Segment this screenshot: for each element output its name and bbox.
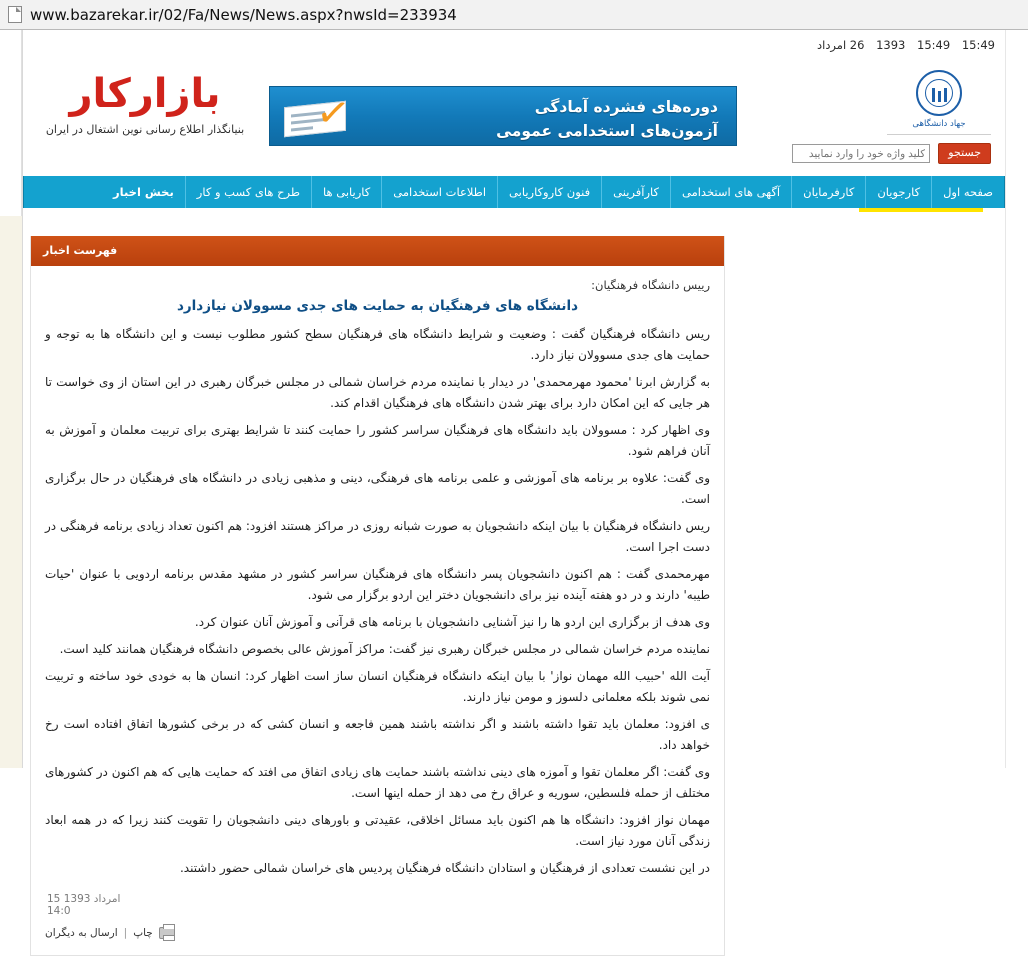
article-meta [45,893,710,917]
nav-item-6[interactable]: اطلاعات استخدامی [381,176,497,208]
article-paragraph: ی افزود: معلمان باید تقوا داشته باشند و اگر نداشته باشند همین فاجعه و انسان کشی که در برخی کشورها اتفاق افتاده است رخ خواهد داد. [45,717,710,752]
news-panel [30,236,725,956]
main-nav [23,176,1005,208]
article-paragraph: وی هدف از برگزاری این اردو ها را نیز آشنایی دانشجویان با برنامه های قرآنی و آموزش آنان عنوان کرد. [194,615,710,629]
nav-item-1[interactable]: کارجویان [865,176,931,208]
url-text[interactable]: www.bazarekar.ir/02/Fa/News/News.aspx?nwsId=233934 [30,5,457,24]
article-paragraph: وی اظهار کرد : مسوولان باید دانشگاه های فرهنگیان سراسر کشور را حمایت کنند تا شرایط بهتری برای تربیت معلمان و آموزش به آنان فراهم شود. [45,423,710,458]
printer-icon[interactable] [159,927,175,939]
main-nav-wrap [23,176,1005,216]
clock-time-2: 15:49 [917,38,951,52]
banner-line-2: آزمون‌های استخدامی عمومی [496,122,718,141]
left-sidebar-strip [0,216,22,768]
clock-time-1: 15:49 [961,38,995,52]
article-paragraph: مهرمحمدی گفت : هم اکنون دانشجویان پسر دانشگاه های فرهنگیان سراسر کشور در مشهد مقدس برنامه اردویی با عنوان 'حیات طیبه' دارند و در دو هفته آینده نیز برای دانشجویان دختر این اردو برگزار می شود. [45,567,710,602]
article-paragraph: آیت الله 'حبیب الله مهمان نواز' با بیان اینکه دانشگاه فرهنگیان انسان ساز است اظهار کرد: انسان ها به خودی خود ساخته و تربیت نمی شوند بلکه معلمانی دلسوز و مومن نیاز دارند. [45,669,710,704]
banner-artwork [284,88,358,139]
search-input[interactable] [792,144,930,163]
search-button[interactable]: جستجو [938,143,991,164]
action-separator: | [123,927,128,939]
article-paragraph: مهمان نواز افزود: دانشگاه ها هم اکنون باید مسائل اخلاقی، عقیدتی و باورهای دینی دانشجویان را تقویت کنند زیرا که در همه ابعاد زندگی آنان مورد نیاز است. [45,813,710,848]
left-gutter [0,30,22,768]
org-logo[interactable] [893,70,985,129]
print-link[interactable]: چاپ [133,927,153,939]
article-paragraph: وی گفت: اگر معلمان تقوا و آموزه های دینی نداشته باشند حمایت های زیادی اتفاق می افتد که حمایت هایی که هم اکنون در کشورهای مختلف از حمله فلسطین، سوریه و عراق رخ می دهد از حمله اینها است. [45,765,710,800]
banner-line-1: دوره‌های فشرده آمادگی [534,98,718,116]
promo-banner[interactable] [269,86,737,146]
clock-year: 1393 [876,38,906,52]
org-logo-icon [916,70,962,116]
brand-name: بازارکار [69,71,221,117]
article-paragraph: نماینده مردم خراسان شمالی در مجلس خبرگان رهبری نیز گفت: مراکز آموزش عالی بخصوص دانشگاه فرهنگیان همانند کلید است. [59,642,710,656]
site-page [22,30,1006,939]
article-actions [45,921,710,949]
article-paragraph: ریس دانشگاه فرهنگیان با بیان اینکه دانشجویان به صورت شبانه روزی در مراکز هستند افزود: هم اکنون تعداد زیادی برنامه فرهنگی در دست اجرا است. [45,519,710,554]
nav-active-underline [859,208,983,212]
org-logo-label: جهاد دانشگاهی [912,119,966,129]
nav-item-5[interactable]: فنون کاروکاریابی [497,176,601,208]
news-article [31,266,724,955]
search-row [792,143,991,164]
header-clock [813,38,999,52]
article-paragraph: در این نشست تعدادی از فرهنگیان و استادان دانشگاه فرهنگیان پردیس های خراسان شمالی حضور داشتند. [179,861,710,875]
nav-item-8[interactable]: طرح های کسب و کار [185,176,311,208]
header-divider [887,134,991,135]
clock-date: 26 امرداد [817,38,865,52]
content-area [23,216,1005,939]
nav-item-0[interactable]: صفحه اول [931,176,1004,208]
nav-item-4[interactable]: کارآفرینی [601,176,670,208]
article-headline: دانشگاه های فرهنگیان به حمایت های جدی مسوولان نیازدارد [176,298,579,314]
banner-text [496,95,718,143]
article-date: 15 امرداد 1393 [47,893,121,905]
nav-item-news[interactable]: بخش اخبار [102,176,185,208]
site-brand[interactable] [39,71,251,136]
article-time: 14:0 [47,905,71,917]
browser-url-bar[interactable] [0,0,1028,30]
page-icon [8,6,22,23]
nav-item-3[interactable]: آگهی های استخدامی [670,176,791,208]
nav-item-7[interactable]: کاریابی ها [311,176,381,208]
article-paragraph: وی گفت: علاوه بر برنامه های آموزشی و علمی برنامه های فرهنگی، دینی و مذهبی زیادی در دانشگاه های فرهنگیان در حال برگزاری است. [45,471,710,506]
banner-checkmark-icon: ✓ [313,88,354,139]
news-panel-title: فهرست اخبار [31,236,724,266]
nav-item-2[interactable]: کارفرمایان [791,176,865,208]
site-header [23,30,1005,176]
article-paragraph: به گزارش ابرنا 'محمود مهرمحمدی' در دیدار با نماینده مردم خراسان شمالی در مجلس خبرگان رهبری در این استان از وی خواست تا هر جایی که این امکان دارد برای بهتر شدن دانشگاه های فرهنگیان اقدام کند. [45,375,710,410]
page-viewport [0,30,1028,939]
article-paragraph: ریس دانشگاه فرهنگیان گفت : وضعیت و شرایط دانشگاه های فرهنگیان سطح کشور مطلوب نیست و این دانشگاه ها به توجه و حمایت های جدی مسوولان نیاز دارد. [45,327,710,362]
article-kicker: رییس دانشگاه فرهنگیان: [591,278,710,292]
send-to-others-link[interactable]: ارسال به دیگران [45,927,118,939]
brand-subtitle: بنیانگذار اطلاع رسانی نوین اشتغال در ایران [45,123,245,136]
